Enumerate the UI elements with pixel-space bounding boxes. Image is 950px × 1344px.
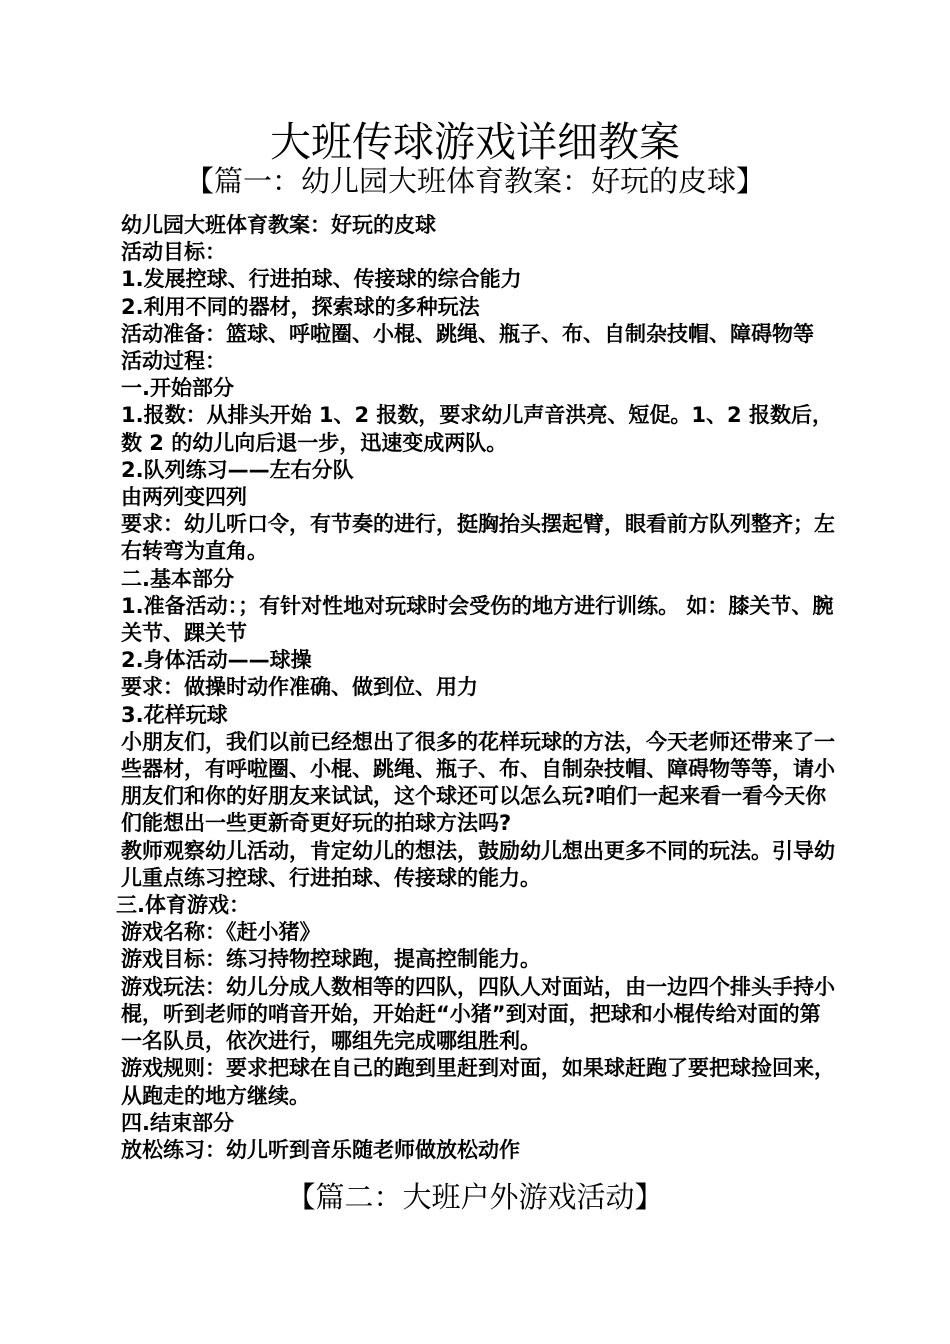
paragraph: 1.报数：从排头开始 1、2 报数，要求幼儿声音洪亮、短促。1、2 报数后，数 2 的幼儿向后退一步，迅速变成两队。 [121, 403, 833, 455]
paragraph: 2.身体活动——球操 [121, 648, 312, 673]
paragraph: 2.队列练习——左右分队 [121, 457, 354, 482]
paragraph: 活动准备：篮球、呼啦圈、小棍、跳绳、瓶子、布、自制杂技帽、障碍物等 活动过程： [121, 321, 814, 374]
paragraph: 放松练习：幼儿听到音乐随老师做放松动作 [121, 1137, 520, 1162]
document-title: 大班传球游戏详细教案 [270, 118, 680, 166]
paragraph: 由两列变四列 [121, 485, 247, 510]
document-body [116, 212, 838, 1164]
paragraph: 三.体育游戏： [116, 893, 250, 918]
paragraph: 1.准备活动：；有针对性地对玩球时会受伤的地方进行训练。 如：膝关节、腕关节、踝关节 [121, 593, 834, 646]
paragraph: 要求：幼儿听口令，有节奏的进行，挺胸抬头摆起臂，眼看前方队列整齐；左右转弯为直角。 [121, 512, 835, 564]
paragraph: 游戏规则：要求把球在自己的跑到里赶到对面，如果球赶跑了要把球捡回来，从跑走的地方继续。 [121, 1056, 835, 1108]
paragraph: 游戏名称：《赶小猪》 [121, 920, 321, 945]
paragraph: 1.发展控球、行进拍球、传接球的综合能力 [121, 267, 522, 292]
paragraph: 要求：做操时动作准确、做到位、用力 [121, 675, 478, 700]
paragraph: 活动目标： [121, 240, 226, 265]
paragraph: 2.利用不同的器材，探索球的多种玩法 [121, 294, 480, 319]
paragraph: 四.结束部分 [121, 1110, 234, 1135]
paragraph: 幼儿园大班体育教案：好玩的皮球 [121, 213, 436, 237]
paragraph: 小朋友们，我们以前已经想出了很多的花样玩球的方法，今天老师还带来了一些器材，有呼啦圈、小棍、跳绳、瓶子、布、自制杂技帽、障碍物等等，请小朋友们和你的好朋友来试试，这个球还可以怎么玩?咱们一起来看一看今天你们能想出一些更新奇更好玩的拍球方法吗? [121, 729, 835, 836]
paragraph: 游戏玩法：幼儿分成人数相等的四队，四队人对面站，由一边四个排头手持小棍，听到老师的哨音开始，开始赶“小猪”到对面，把球和小棍传给对面的第一名队员，依次进行，哪组先完成哪组胜利。 [121, 974, 835, 1054]
section-heading-1: 【篇一：幼儿园大班体育教案：好玩的皮球】 [184, 164, 765, 198]
paragraph: 教师观察幼儿活动，肯定幼儿的想法，鼓励幼儿想出更多不同的玩法。引导幼儿重点练习控球、行进拍球、传接球的能力。 [121, 838, 835, 890]
paragraph: 一.开始部分 [121, 376, 234, 401]
section-heading-2: 【篇二：大班户外游戏活动】 [286, 1180, 664, 1214]
paragraph: 二.基本部分 [121, 566, 234, 591]
paragraph: 3.花样玩球 [121, 702, 228, 727]
paragraph: 游戏目标：练习持物控球跑，提高控制能力。 [121, 947, 541, 972]
